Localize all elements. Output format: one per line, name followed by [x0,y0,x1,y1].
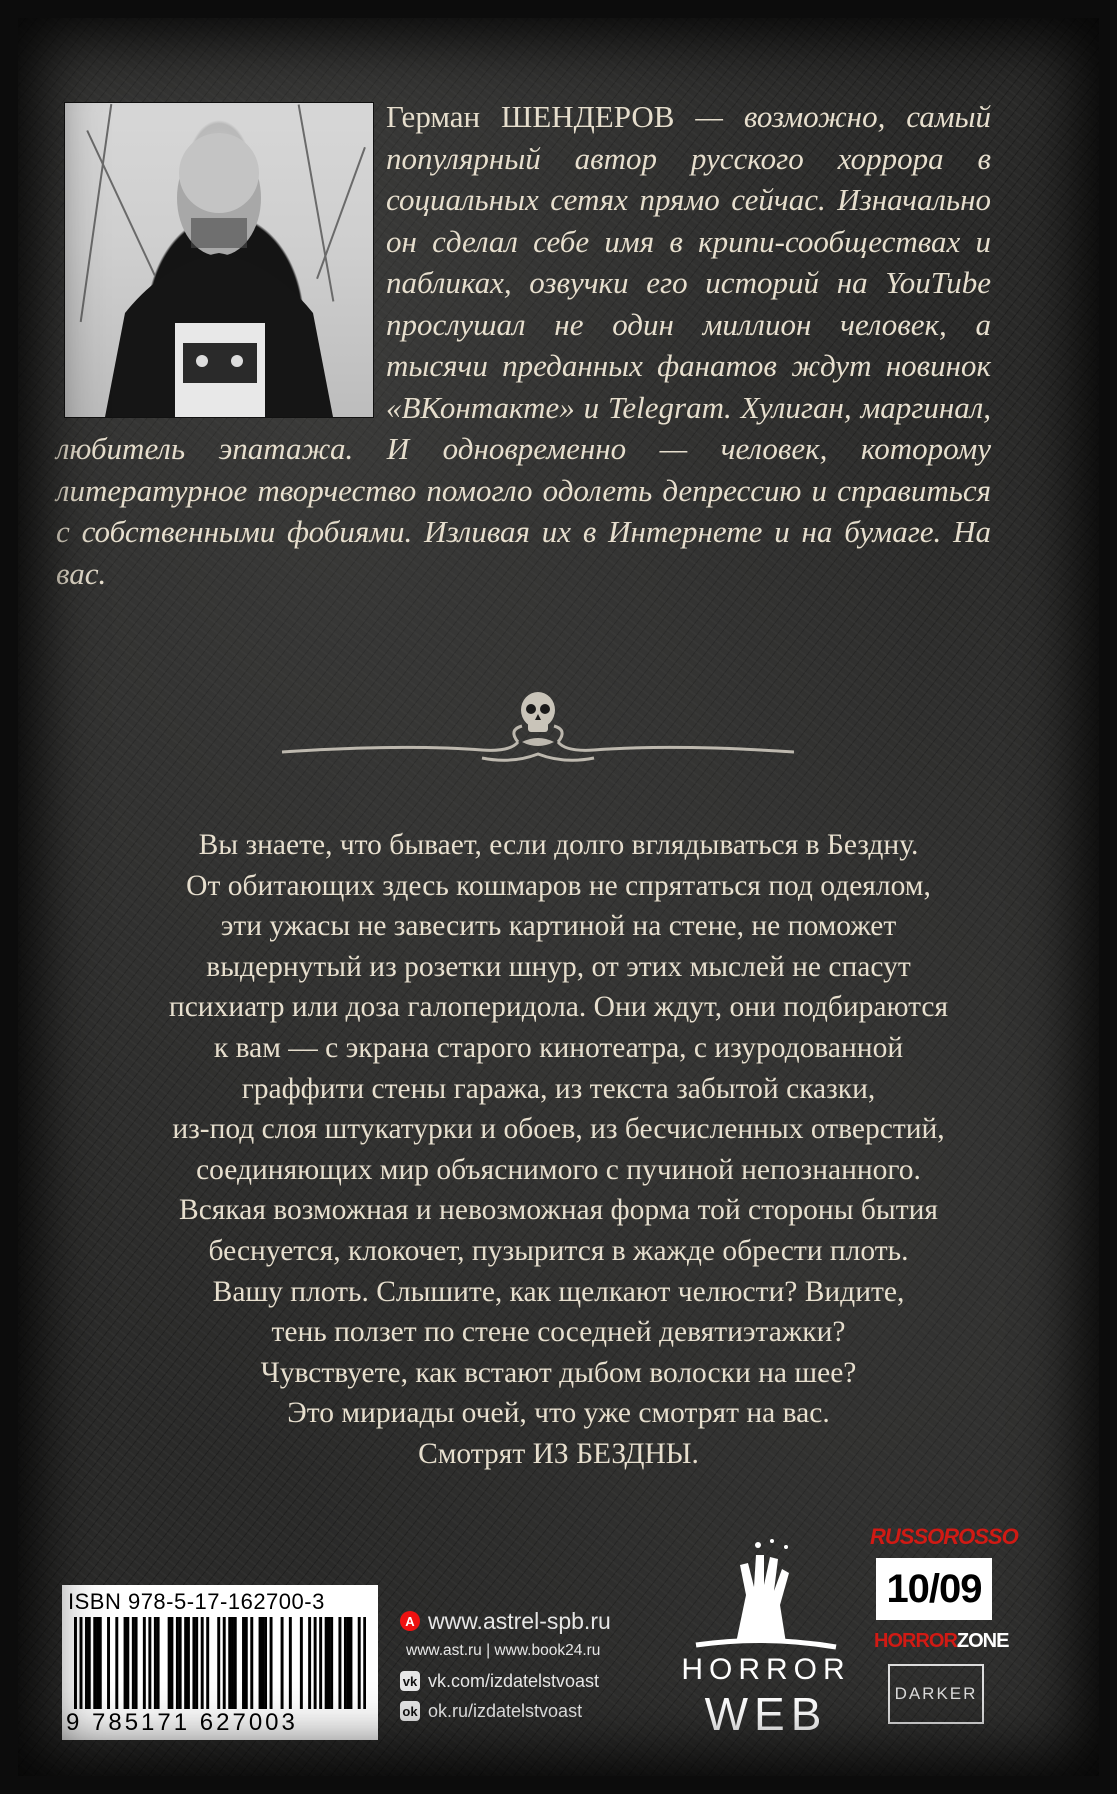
barcode-bar [187,1617,190,1709]
horror-web-logo [676,1535,856,1740]
blurb-line: Всякая возможная и невозможная форма той стороны бытия [179,1194,938,1227]
russo-rosso-logo-block [870,1524,1018,1734]
barcode-bar [259,1617,262,1709]
author-bio-text: — возможно, самый популярный автор русского хоррора в социальных сетях прямо сейчас. Изначально он сделал себе имя в крипи-сообществах и пабликах, озвучки его историй на YouTube прослушал не один миллион человек, а тысячи преданных фанатов ждут новинок «ВКонтакте» и Telegram. Хулиган, маргинал, любитель эпатажа. И одновременно — человек, которому литературное творчество помогло одолеть депрессию и справиться с собственными фобиями. Изливая их в Интернете и на бумаге. На вас. [56,99,991,591]
horror-zone-logo: HORRORZONE [874,1630,1009,1652]
barcode-bar [80,1617,83,1709]
book-blurb [40,825,1077,1475]
barcode-bar [242,1617,245,1709]
barcode-bar [300,1617,303,1709]
blurb-line: психиатр или доза галоперидола. Они ждут, они подбираются [168,991,949,1024]
barcode-bar [250,1617,253,1709]
barcode-bar [176,1617,179,1709]
barcode-bar [148,1617,151,1709]
blurb-line: Вашу плоть. Слышите, как щелкают челюсти? Видите, [212,1275,905,1308]
barcode-bar [270,1617,273,1709]
barcode-bar [289,1617,292,1709]
barcode [74,1617,366,1713]
author-bio [56,96,991,594]
barcode-bar [245,1617,248,1709]
barcode-bar [85,1617,88,1709]
publisher-logo-icon: A [400,1611,420,1631]
barcode-bar [93,1617,96,1709]
barcode-bar [217,1617,220,1709]
barcode-bar [201,1617,204,1709]
blurb-line: граффити стены гаража, из текста забытой сказки, [241,1072,876,1105]
barcode-bar [338,1617,341,1709]
barcode-bar [327,1617,330,1709]
barcode-bar [206,1617,209,1709]
link-ok[interactable]: ok.ru/izdatelstvoast [428,1700,583,1721]
horror-web-line1: HORROR [681,1653,851,1686]
barcode-bar [192,1617,195,1709]
hand-from-grave-icon [676,1535,856,1653]
blurb-line: эти ужасы не завесить картиной на стене, не поможет [220,910,897,943]
russo-rosso-title: RUSSOROSSO [870,1524,1018,1549]
barcode-bar [261,1617,264,1709]
blurb-line: Это мириады очей, что уже смотрят на вас. [287,1397,830,1430]
blurb-line: из-под слоя штукатурки и обоев, из бесчисленных отверстий, [172,1113,945,1146]
barcode-bar [115,1617,118,1709]
barcode-bar [179,1617,182,1709]
darker-logo: DARKER [888,1664,984,1724]
blurb-line: Чувствуете, как встают дыбом волоски на шее? [260,1356,857,1389]
blurb-line: Смотрят ИЗ БЕЗДНЫ. [418,1437,699,1470]
barcode-bar [124,1617,127,1709]
barcode-bar [96,1617,99,1709]
link-secondary-sites[interactable]: www.ast.ru | www.book24.ru [406,1642,601,1659]
barcode-bar [319,1617,322,1709]
blurb-line: тень ползет по стене соседней девятиэтажки? [271,1316,846,1349]
barcode-bar [281,1617,284,1709]
blurb-line: соединяющих мир объяснимого с пучиной непознанного. [196,1153,921,1186]
barcode-bar [231,1617,234,1709]
barcode-bar [264,1617,267,1709]
link-vk[interactable]: vk.com/izdatelstvoast [428,1670,600,1691]
blurb-line: Вы знаете, что бывает, если долго вглядываться в Бездну. [198,829,919,861]
ok-icon: ok [400,1701,420,1721]
barcode-bar [126,1617,129,1709]
barcode-bar [195,1617,198,1709]
russo-rosso-number: 10/09 [876,1558,992,1620]
isbn-digits: 9 785171 627003 [66,1709,298,1736]
blurb-line: к вам — с экрана старого кинотеатра, с изуродованной [213,1031,904,1064]
barcode-bar [228,1617,231,1709]
barcode-bar [170,1617,173,1709]
barcode-bar [330,1617,333,1709]
barcode-bar [154,1617,157,1709]
author-name: Герман ШЕНДЕРОВ [386,99,675,134]
barcode-bar [314,1617,317,1709]
barcode-bar [358,1617,361,1709]
link-main-site[interactable]: www.astrel-spb.ru [428,1607,611,1634]
barcode-bar [347,1617,350,1709]
barcode-bar [308,1617,311,1709]
barcode-bar [88,1617,91,1709]
barcode-bar [135,1617,138,1709]
blurb-line: беснуется, клокочет, пузырится в жажде обрести плоть. [208,1234,909,1267]
isbn-label: ISBN 978-5-17-162700-3 [68,1589,325,1614]
blurb-line: выдернутый из розетки шнур, от этих мыслей не спасут [206,950,911,983]
barcode-bar [132,1617,135,1709]
barcode-bar [344,1617,347,1709]
horror-web-line2: WEB [704,1688,828,1740]
barcode-bar [234,1617,237,1709]
isbn-barcode-block [62,1585,378,1740]
barcode-bar [223,1617,226,1709]
barcode-bar [325,1617,328,1709]
publisher-links [400,1606,611,1726]
vk-icon: vk [400,1671,420,1691]
barcode-bar [349,1617,352,1709]
barcode-bar [363,1617,366,1709]
barcode-bar [99,1617,102,1709]
barcode-bar [74,1617,77,1709]
barcode-bar [157,1617,160,1709]
skull-ornament-divider [282,690,794,770]
barcode-bar [184,1617,187,1709]
barcode-bar [168,1617,171,1709]
blurb-line: От обитающих здесь кошмаров не спрятаться под одеялом, [186,869,931,902]
barcode-bar [107,1617,110,1709]
barcode-bar [143,1617,146,1709]
